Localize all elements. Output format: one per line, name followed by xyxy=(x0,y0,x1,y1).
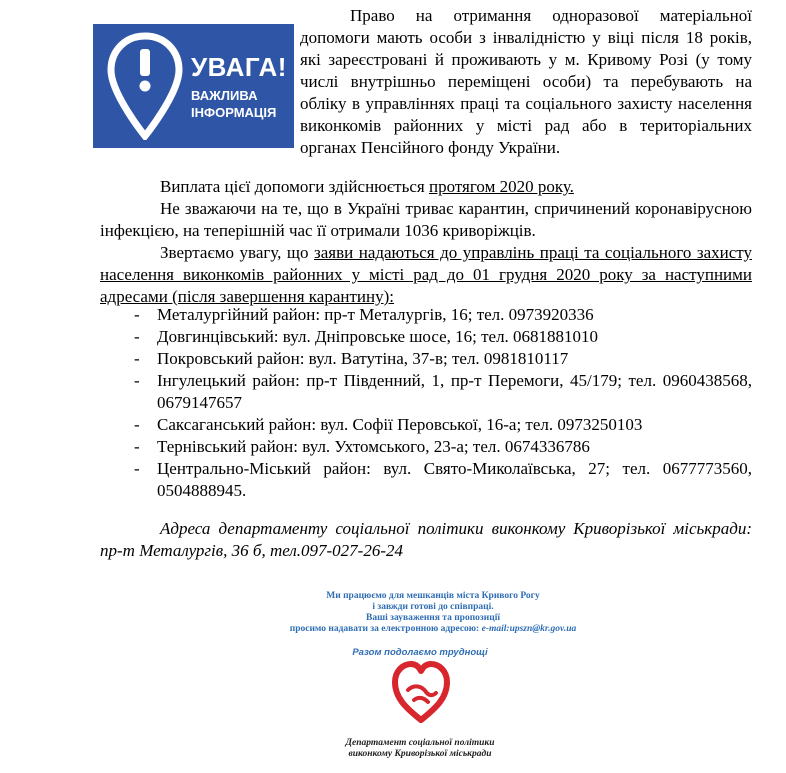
list-dash: - xyxy=(134,371,140,390)
appeal-text: Звертаємо увагу, що xyxy=(160,243,314,262)
list-item xyxy=(100,348,752,370)
dept-line: Департамент соціальної політики xyxy=(345,738,495,748)
footer-line: Ми працюємо для мешканців міста Кривого Рогу xyxy=(326,591,540,601)
list-dash: - xyxy=(134,305,140,324)
payment-paragraph xyxy=(100,176,752,198)
appeal-deadline: заяви надаються до управлінь праці та соціального захисту населення виконкомів районних у місті рад до 01 грудня 2020 року за наступними адресами (після завершення карантину): xyxy=(100,243,752,306)
district-address: Саксаганський район: вул. Софії Перовської, 16-а; тел. 0973250103 xyxy=(157,415,643,434)
footer-email-prefix: просимо надавати за електронною адресою: xyxy=(289,624,482,634)
list-dash: - xyxy=(134,459,140,478)
list-dash: - xyxy=(134,349,140,368)
attention-banner xyxy=(93,24,294,148)
banner-subtitle: ВАЖЛИВА ІНФОРМАЦІЯ xyxy=(191,88,277,120)
appeal-paragraph xyxy=(100,242,752,308)
list-dash: - xyxy=(134,437,140,456)
footer-message xyxy=(200,591,666,635)
payment-period: протягом 2020 року. xyxy=(428,177,574,196)
email-link[interactable]: e-mail:upszn@kr.gov.ua xyxy=(481,624,577,634)
heart-hands-icon xyxy=(392,660,450,724)
list-item xyxy=(100,304,752,326)
department-signature xyxy=(300,738,540,760)
list-item xyxy=(100,370,752,414)
payment-text: Виплата цієї допомоги здійснюється xyxy=(160,177,429,196)
banner-title: УВАГА! xyxy=(191,52,287,82)
footer-line: Ваші зауваження та пропозиції xyxy=(366,613,500,623)
list-item xyxy=(100,436,752,458)
slogan: Разом подолаємо труднощі xyxy=(352,647,488,658)
district-address: Тернівський район: вул. Ухтомського, 23-а; тел. 0674336786 xyxy=(157,437,590,456)
district-address: Інгулецький район: пр-т Південний, 1, пр-т Перемоги, 45/179; тел. 0960438568, 0679147657 xyxy=(157,371,752,412)
district-address-list xyxy=(100,304,752,502)
district-address: Довгинцівський: вул. Дніпровське шосе, 16; тел. 0681881010 xyxy=(157,327,599,346)
district-address: Металургійний район: пр-т Металургів, 16; тел. 0973920336 xyxy=(157,305,594,324)
list-dash: - xyxy=(134,415,140,434)
district-address: Покровський район: вул. Ватутіна, 37-в; тел. 0981810117 xyxy=(157,349,569,368)
list-dash: - xyxy=(134,327,140,346)
department-address: Адреса департаменту соціальної політики виконкому Криворізької міськради: пр-т Металургів, 36 б, тел.097-027-26-24 xyxy=(100,519,752,560)
district-address: Центрально-Міський район: вул. Свято-Миколаївська, 27; тел. 0677773560, 0504888945. xyxy=(157,459,752,500)
list-item xyxy=(100,326,752,348)
footer-line: і завжди готові до співпраці. xyxy=(372,602,494,612)
dept-line: виконкому Криворізької міськради xyxy=(348,749,492,759)
list-item xyxy=(100,414,752,436)
footer-email-line xyxy=(200,624,666,635)
quarantine-paragraph: Не зважаючи на те, що в Україні триває карантин, спричинений коронавірусною інфекцією, на теперішній час її отримали 1036 криворіжців. xyxy=(100,199,752,240)
exclamation-pin-icon xyxy=(105,32,185,140)
intro-paragraph: Право на отримання одноразової матеріальної допомоги мають особи з інвалідністю у віці після 18 років, які зареєстровані й проживають у м. Кривому Розі (у тому числі внутрішньо переміщені особи) та перебувають на обліку в управліннях праці та соціального захисту населення виконкомів районних у місті рад або в територіальних органах Пенсійного фонду України. xyxy=(300,6,752,157)
list-item xyxy=(100,458,752,502)
